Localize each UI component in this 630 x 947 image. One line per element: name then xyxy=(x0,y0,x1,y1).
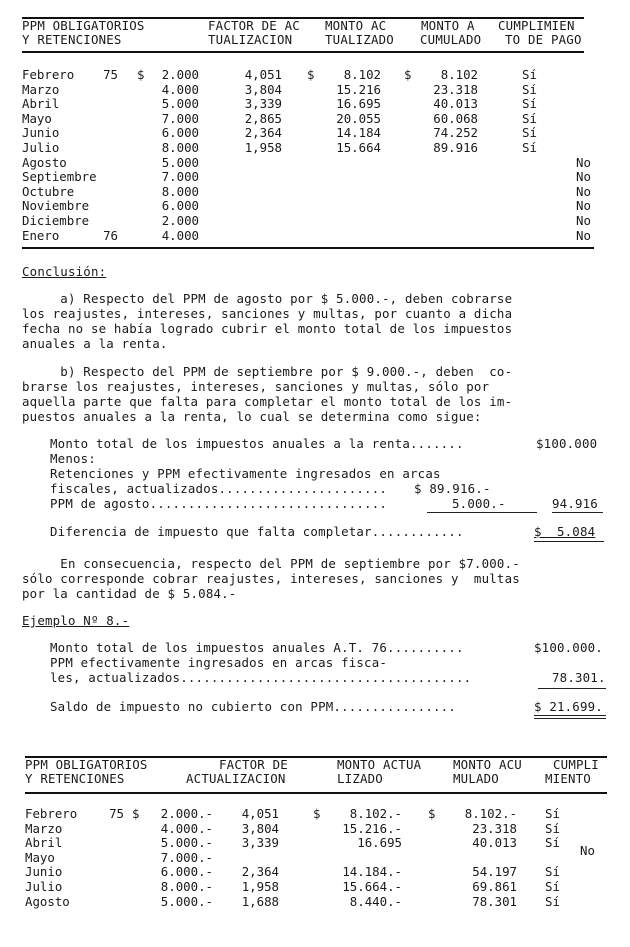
table1-header-col2-l1: FACTOR DE AC xyxy=(208,18,300,33)
ejemplo-subtotal-rule xyxy=(538,688,606,689)
consecuencia-line: por la cantidad de $ 5.084.- xyxy=(22,586,237,601)
cell-si: Sí xyxy=(545,879,560,894)
consecuencia-line: En consecuencia, respecto del PPM de septiembre por $7.000.- xyxy=(22,556,520,571)
table-row xyxy=(0,228,630,243)
cell-factor: 2,364 xyxy=(244,125,282,141)
cell-anio: 75 xyxy=(103,67,118,82)
cell-acumulado: 23.318 xyxy=(472,820,517,836)
cell-mes: Junio xyxy=(22,125,60,141)
table2-header-col4-l2: MULADO xyxy=(453,771,499,786)
cell-acumulado: 40.013 xyxy=(433,96,478,112)
cell-acumulado: 78.301 xyxy=(472,893,517,909)
cell-mes: Febrero xyxy=(22,67,75,82)
cell-factor: 3,339 xyxy=(241,835,279,851)
cell-actualizado: 8.102 xyxy=(343,67,381,82)
cell-anio: 76 xyxy=(103,227,118,243)
cell-ppm: 5.000 xyxy=(161,154,199,170)
cell-no: No xyxy=(576,227,591,243)
calc1-diff-value: $ 5.084 xyxy=(534,524,596,539)
cell-no: No xyxy=(576,169,591,185)
ejemplo-line1-label: Monto total de los impuestos anuales A.T. 76.......... xyxy=(50,640,464,655)
table1-header-col1-l2: Y RETENCIONES xyxy=(22,32,122,47)
calc1-menos: Menos: xyxy=(50,451,96,466)
cell-actualizado: 14.184 xyxy=(336,125,381,141)
cell-si: Sí xyxy=(522,110,537,126)
calc1-diff-label: Diferencia de impuesto que falta completar............ xyxy=(50,524,464,539)
cell-acumulado: 69.861 xyxy=(472,879,517,894)
table2-header-col2-l1: FACTOR DE xyxy=(219,757,288,772)
cell-acumulado: 54.197 xyxy=(472,864,517,880)
cell-ppm: 4.000.- xyxy=(160,820,213,836)
cell-mes: Noviembre xyxy=(22,198,90,214)
cell-factor: 2,865 xyxy=(244,110,282,126)
ejemplo-line3-label: les, actualizados...................................... xyxy=(50,670,472,685)
table2-header-col1-l1: PPM OBLIGATORIOS xyxy=(25,757,148,772)
cell-actualizado: 8.102.- xyxy=(349,806,402,821)
table-row xyxy=(0,879,630,894)
table1-header-col4-l1: MONTO A xyxy=(421,18,475,33)
table-row xyxy=(0,894,630,909)
cell-ppm: 7.000.- xyxy=(160,849,213,865)
para-a-line: anuales a la renta. xyxy=(22,336,168,351)
table-row xyxy=(0,155,630,170)
table1-header-col5-l1: CUMPLIMIEN xyxy=(498,18,575,33)
cell-ppm: 8.000 xyxy=(161,140,199,155)
cell-mes: Marzo xyxy=(25,820,63,836)
cell-si: Sí xyxy=(545,835,560,851)
table1-header-col3-l1: MONTO AC xyxy=(325,18,387,33)
table1-header-col2-l2: TUALIZACION xyxy=(208,32,293,47)
table2-header-col5-l1: CUMPLI xyxy=(553,757,599,772)
table1-header-col5-l2: TO DE PAGO xyxy=(505,32,582,47)
cell-mes: Mayo xyxy=(22,110,52,126)
table1-header-col3-l2: TUALIZADO xyxy=(325,32,394,47)
cell-mes: Diciembre xyxy=(22,213,90,228)
cell-factor: 3,339 xyxy=(244,96,282,112)
cell-mes: Agosto xyxy=(25,893,70,909)
cell-factor: 3,804 xyxy=(244,81,282,97)
table1-header-col1-l1: PPM OBLIGATORIOS xyxy=(22,18,145,33)
cell-acumulado: 8.102 xyxy=(440,67,478,82)
cell-si: Sí xyxy=(522,81,537,97)
para-b-line: brarse los reajustes, intereses, sanciones y multas, sólo por xyxy=(22,379,490,394)
ejemplo-saldo-rule-1 xyxy=(534,715,606,716)
cell-si: Sí xyxy=(522,67,537,82)
calc1-total-rule xyxy=(552,512,603,513)
cell-acumulado: 8.102.- xyxy=(464,806,517,821)
para-a-line: los reajustes, intereses, sanciones y multas, por cuanto a dicha xyxy=(22,306,513,321)
para-b-line: b) Respecto del PPM de septiembre por $ 9.000.-, deben co- xyxy=(22,364,513,379)
cell-actualizado: 15.664.- xyxy=(342,879,402,894)
table-row xyxy=(0,184,630,199)
cell-ppm: 4.000 xyxy=(161,81,199,97)
ejemplo-heading: Ejemplo Nº 8.- xyxy=(22,613,130,628)
table2-header-col2-l2: ACTUALIZACION xyxy=(186,771,286,786)
cell-ppm: 2.000 xyxy=(161,213,199,228)
cell-mes: Julio xyxy=(22,140,60,155)
table-row xyxy=(0,864,630,879)
cell-factor: 1,958 xyxy=(244,140,282,155)
calc1-line3-label: Retenciones y PPM efectivamente ingresados en arcas xyxy=(50,466,441,481)
table-row xyxy=(0,169,630,184)
table-row xyxy=(0,140,630,155)
cell-si: Sí xyxy=(522,96,537,112)
cell-cur3: $ xyxy=(404,67,412,82)
cell-acumulado: 60.068 xyxy=(433,110,478,126)
cell-mes: Junio xyxy=(25,864,63,880)
cell-ppm: 8.000 xyxy=(161,183,199,199)
ejemplo-line1-value: $100.000. xyxy=(534,640,603,655)
cell-cur: $ xyxy=(137,67,145,82)
cell-mes: Abril xyxy=(25,835,63,851)
cell-cur3: $ xyxy=(428,806,436,821)
cell-actualizado: 20.055 xyxy=(336,110,381,126)
table-row xyxy=(0,806,630,821)
cell-ppm: 6.000.- xyxy=(160,864,213,880)
cell-acumulado: 23.318 xyxy=(433,81,478,97)
table2-header-col3-l2: LIZADO xyxy=(337,771,383,786)
cell-cur2: $ xyxy=(313,806,321,821)
para-a-line: fecha no se había logrado cubrir el monto total de los impuestos xyxy=(22,321,513,336)
cell-ppm: 7.000 xyxy=(161,110,199,126)
table-row xyxy=(0,125,630,140)
conclusion-heading: Conclusión: xyxy=(22,264,107,279)
table-row xyxy=(0,96,630,111)
calc1-diff-double-rule xyxy=(534,541,604,542)
table-row xyxy=(0,835,630,850)
table-row xyxy=(0,198,630,213)
table-row xyxy=(0,111,630,126)
cell-cur: $ xyxy=(132,806,140,821)
table-row xyxy=(0,213,630,228)
calc1-line1-value: $100.000 xyxy=(536,436,598,451)
cell-ppm: 6.000 xyxy=(161,125,199,141)
cell-si: Sí xyxy=(545,806,560,821)
cell-ppm: 5.000 xyxy=(161,96,199,112)
cell-si: Sí xyxy=(522,140,537,155)
cell-factor: 4,051 xyxy=(241,806,279,821)
cell-actualizado: 15.664 xyxy=(336,140,381,155)
cell-anio: 75 xyxy=(109,806,124,821)
ejemplo-line2-label: PPM efectivamente ingresados en arcas fisca- xyxy=(50,655,388,670)
table-row xyxy=(0,821,630,836)
ejemplo-saldo-label: Saldo de impuesto no cubierto con PPM................ xyxy=(50,699,456,714)
table-row xyxy=(0,67,630,82)
calc1-line1-label: Monto total de los impuestos anuales a la renta....... xyxy=(50,436,464,451)
cell-actualizado: 8.440.- xyxy=(349,893,402,909)
cell-mes: Marzo xyxy=(22,81,60,97)
table2-header-col1-l2: Y RETENCIONES xyxy=(25,771,125,786)
cell-ppm: 4.000 xyxy=(161,227,199,243)
para-a-line: a) Respecto del PPM de agosto por $ 5.000.-, deben cobrarse xyxy=(22,291,513,306)
cell-mes: Enero xyxy=(22,227,60,243)
cell-actualizado: 15.216.- xyxy=(342,820,402,836)
cell-factor: 1,958 xyxy=(241,879,279,894)
table1-header-rule xyxy=(22,51,584,53)
cell-ppm: 5.000.- xyxy=(160,893,213,909)
cell-acumulado: 89.916 xyxy=(433,140,478,155)
cell-ppm: 2.000 xyxy=(161,67,199,82)
cell-mes: Octubre xyxy=(22,183,75,199)
cell-ppm: 8.000.- xyxy=(160,879,213,894)
table2-header-col3-l1: MONTO ACTUA xyxy=(337,757,422,772)
cell-si: Sí xyxy=(545,893,560,909)
cell-no: No xyxy=(576,154,591,170)
calc1-line4-label: fiscales, actualizados...................... xyxy=(50,481,388,496)
cell-acumulado: 40.013 xyxy=(472,835,517,851)
cell-si: Sí xyxy=(545,820,560,836)
calc1-line5-value: 5.000.- xyxy=(452,496,506,511)
cell-ppm: 6.000 xyxy=(161,198,199,214)
cell-factor: 1,688 xyxy=(241,893,279,909)
cell-actualizado: 16.695 xyxy=(357,835,402,851)
cell-actualizado: 16.695 xyxy=(336,96,381,112)
table1-header-col4-l2: CUMULADO xyxy=(420,32,482,47)
cell-no: No xyxy=(576,183,591,199)
cell-ppm: 7.000 xyxy=(161,169,199,185)
cell-mes: Agosto xyxy=(22,154,67,170)
ejemplo-saldo-value: $ 21.699. xyxy=(534,699,603,714)
cell-factor: 2,364 xyxy=(241,864,279,880)
cell-no: No xyxy=(576,213,591,228)
table1-bottom-rule xyxy=(22,247,594,249)
ejemplo-saldo-rule-2 xyxy=(534,718,606,719)
cell-mes: Abril xyxy=(22,96,60,112)
calc1-line5-label: PPM de agosto............................... xyxy=(50,496,388,511)
table2-header-col4-l1: MONTO ACU xyxy=(453,757,522,772)
para-b-line: aquella parte que falta para completar el monto total de los im- xyxy=(22,394,513,409)
table-row xyxy=(0,82,630,97)
cell-ppm: 2.000.- xyxy=(160,806,213,821)
cell-mes: Mayo xyxy=(25,849,55,865)
cell-actualizado: 15.216 xyxy=(336,81,381,97)
calc1-line5-total: 94.916 xyxy=(552,496,598,511)
cell-ppm: 5.000.- xyxy=(160,835,213,851)
para-b-line: puestos anuales a la renta, lo cual se determina como sigue: xyxy=(22,409,482,424)
table2-header-col5-l2: MIENTO xyxy=(545,771,591,786)
cell-mes: Septiembre xyxy=(22,169,97,185)
cell-no: No xyxy=(580,842,595,858)
ejemplo-line3-value: 78.301. xyxy=(552,670,606,685)
cell-si: Sí xyxy=(545,864,560,880)
cell-mes: Febrero xyxy=(25,806,78,821)
cell-cur2: $ xyxy=(307,67,315,82)
cell-mes: Julio xyxy=(25,879,63,894)
cell-no: No xyxy=(576,198,591,214)
consecuencia-line: sólo corresponde cobrar reajustes, intereses, sanciones y multas xyxy=(22,571,520,586)
table2-header-rule xyxy=(25,792,607,794)
calc1-line4-value: $ 89.916.- xyxy=(414,481,491,496)
calc1-subtotal-rule xyxy=(427,512,537,513)
cell-actualizado: 14.184.- xyxy=(342,864,402,880)
cell-si: Sí xyxy=(522,125,537,141)
cell-factor: 3,804 xyxy=(241,820,279,836)
cell-acumulado: 74.252 xyxy=(433,125,478,141)
cell-factor: 4,051 xyxy=(244,67,282,82)
